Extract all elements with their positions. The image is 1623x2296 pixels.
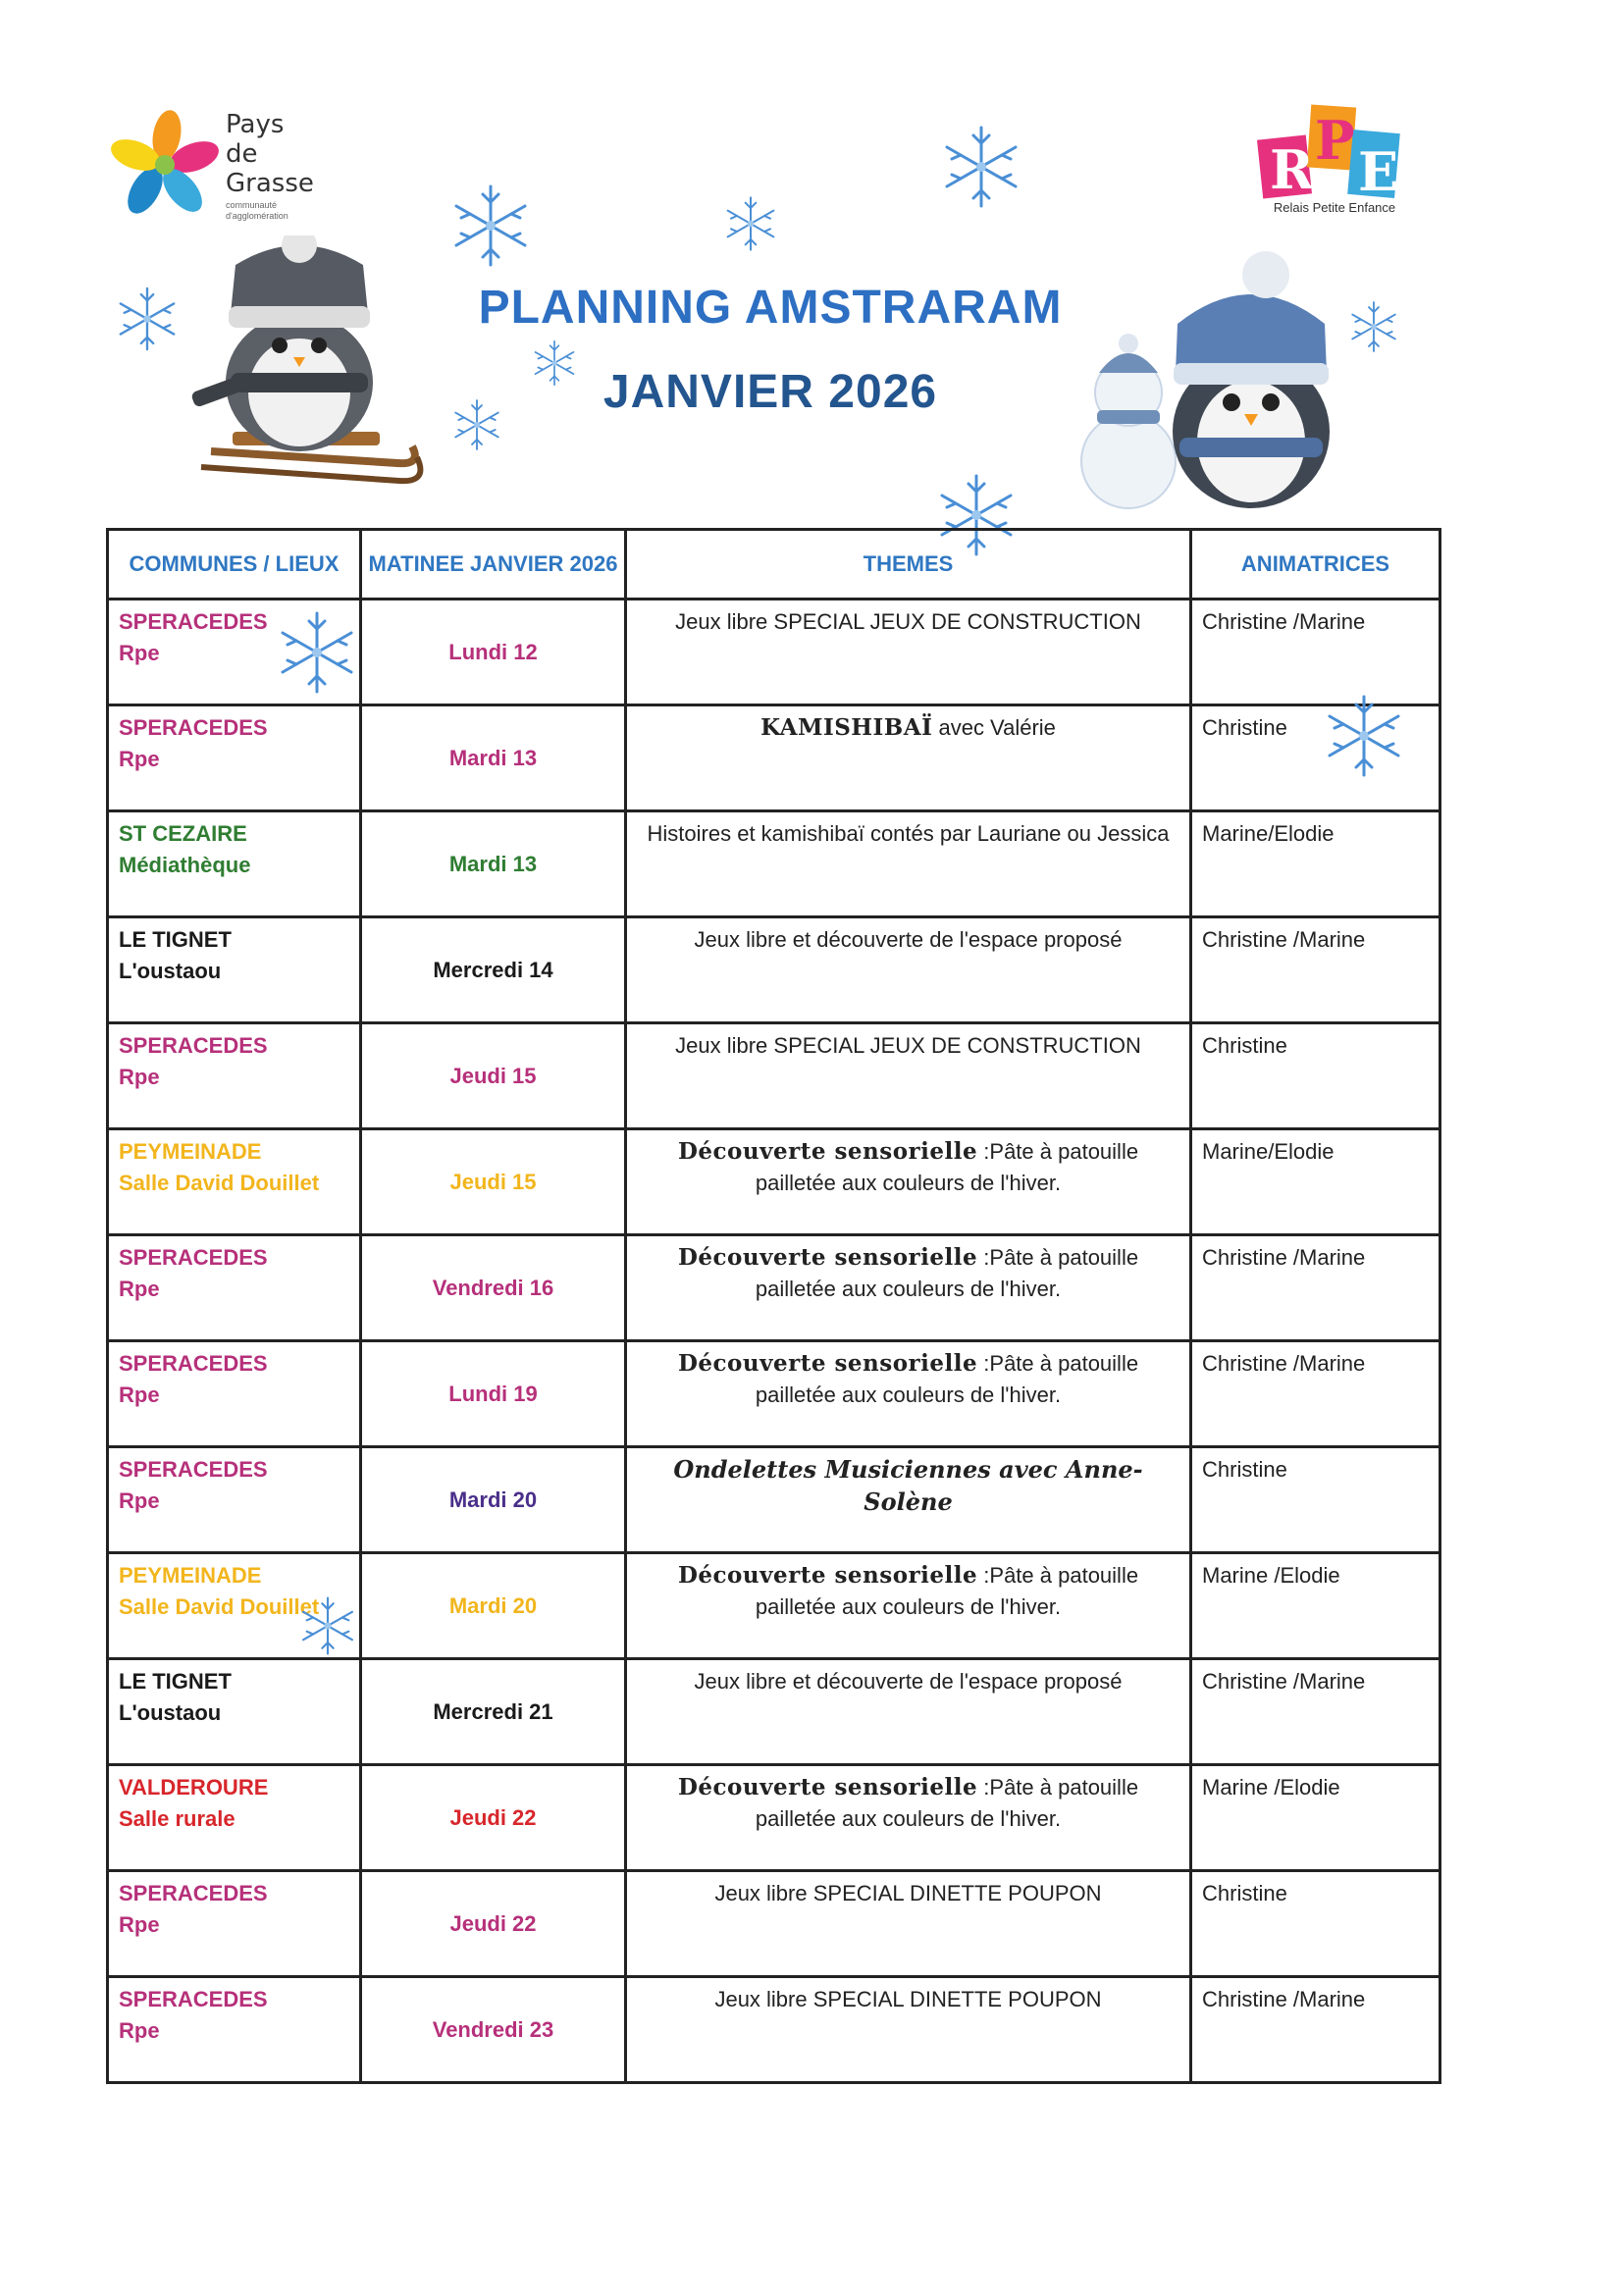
commune-lieu: Rpe <box>119 1277 160 1301</box>
commune-lieu: Rpe <box>119 1065 160 1089</box>
animatrices-name: Christine <box>1202 1457 1287 1482</box>
table-row <box>108 811 1440 917</box>
commune-lieu: Salle David Douillet <box>119 1171 320 1195</box>
commune-name: LE TIGNET <box>119 1669 232 1694</box>
logo-name: Pays de Grasse <box>226 110 314 198</box>
animatrices-cell <box>1191 1871 1440 1977</box>
theme-text: :Pâte à patouille pailletée aux couleurs de l'hiver. <box>755 1775 1139 1831</box>
theme-cell <box>626 1447 1191 1553</box>
animatrices-name: Christine /Marine <box>1202 1987 1366 2011</box>
pays-de-grasse-logo <box>110 106 355 234</box>
animatrices-name: Christine /Marine <box>1202 1245 1366 1270</box>
theme-text: Jeux libre et découverte de l'espace proposé <box>694 1669 1123 1694</box>
animatrices-cell <box>1191 1235 1440 1341</box>
theme-cell <box>626 1235 1191 1341</box>
commune-cell <box>108 1341 361 1447</box>
flower-logo-icon <box>110 106 220 224</box>
date-cell <box>361 811 626 917</box>
animatrices-cell <box>1191 1553 1440 1659</box>
date-label: Jeudi 22 <box>449 1910 537 1936</box>
date-cell <box>361 1023 626 1129</box>
animatrices-name: Marine/Elodie <box>1202 821 1335 846</box>
animatrices-cell <box>1191 811 1440 917</box>
commune-cell <box>108 811 361 917</box>
commune-name: SPERACEDES <box>119 715 268 740</box>
theme-highlight: KAMISHIBAÏ <box>760 714 933 741</box>
snowflake-icon <box>113 285 182 353</box>
date-label: Jeudi 15 <box>449 1063 537 1088</box>
rpe-letter-p: P <box>1315 109 1355 172</box>
theme-text: :Pâte à patouille pailletée aux couleurs de l'hiver. <box>755 1245 1139 1301</box>
commune-name: SPERACEDES <box>119 1457 268 1482</box>
commune-name: ST CEZAIRE <box>119 821 247 846</box>
commune-lieu: L'oustaou <box>119 959 222 983</box>
commune-name: SPERACEDES <box>119 1033 268 1058</box>
commune-name: PEYMEINADE <box>119 1139 262 1164</box>
commune-name: SPERACEDES <box>119 1987 268 2011</box>
date-label: Mercredi 14 <box>433 957 553 982</box>
theme-cell <box>626 811 1191 917</box>
table-row <box>108 1341 1440 1447</box>
snowflake-icon <box>721 194 780 253</box>
animatrices-cell <box>1191 1023 1440 1129</box>
snowflake-icon <box>1346 299 1401 354</box>
rpe-subtitle: Relais Petite Enfance <box>1273 200 1396 215</box>
commune-lieu: Rpe <box>119 641 160 665</box>
table-row <box>108 1235 1440 1341</box>
date-cell <box>361 917 626 1023</box>
commune-lieu: Salle David Douillet <box>119 1594 320 1619</box>
theme-cell <box>626 1341 1191 1447</box>
theme-text: Jeux libre SPECIAL JEUX DE CONSTRUCTION <box>675 1033 1141 1058</box>
date-cell <box>361 1871 626 1977</box>
table-row <box>108 1447 1440 1553</box>
rpe-logo <box>1256 98 1413 226</box>
theme-highlight: Découverte sensorielle <box>677 1138 978 1165</box>
animatrices-cell <box>1191 1659 1440 1765</box>
animatrices-name: Marine/Elodie <box>1202 1139 1335 1164</box>
date-label: Lundi 19 <box>448 1381 538 1406</box>
date-cell <box>361 1341 626 1447</box>
date-label: Vendredi 16 <box>432 1275 554 1300</box>
animatrices-name: Marine /Elodie <box>1202 1563 1340 1588</box>
theme-text: Jeux libre SPECIAL DINETTE POUPON <box>714 1987 1102 2011</box>
animatrices-cell <box>1191 600 1440 705</box>
rpe-letter-r: R <box>1270 138 1314 201</box>
date-label: Jeudi 15 <box>449 1169 537 1194</box>
theme-text: avec Valérie <box>938 715 1056 740</box>
commune-name: SPERACEDES <box>119 609 268 634</box>
theme-text: :Pâte à patouille pailletée aux couleurs de l'hiver. <box>755 1351 1139 1407</box>
date-cell <box>361 1447 626 1553</box>
commune-lieu: Rpe <box>119 747 160 771</box>
commune-name: SPERACEDES <box>119 1245 268 1270</box>
commune-cell <box>108 1129 361 1235</box>
animatrices-cell <box>1191 1765 1440 1871</box>
planning-table <box>106 528 1441 2084</box>
theme-cell <box>626 1553 1191 1659</box>
header-themes: THEMES <box>626 530 1191 600</box>
date-cell <box>361 1765 626 1871</box>
commune-name: SPERACEDES <box>119 1351 268 1376</box>
logo-subtitle: communauté d'agglomération <box>226 200 288 221</box>
table-row <box>108 1659 1440 1765</box>
date-cell <box>361 1129 626 1235</box>
commune-cell <box>108 705 361 811</box>
date-label: Jeudi 22 <box>449 1804 537 1830</box>
commune-lieu: Rpe <box>119 2018 160 2043</box>
theme-text: Jeux libre et découverte de l'espace proposé <box>694 927 1123 952</box>
header-communes: COMMUNES / LIEUX <box>108 530 361 600</box>
theme-cell <box>626 705 1191 811</box>
theme-text: :Pâte à patouille pailletée aux couleurs de l'hiver. <box>755 1563 1139 1619</box>
commune-cell <box>108 1977 361 2083</box>
theme-highlight: Découverte sensorielle <box>677 1244 978 1271</box>
commune-lieu: Médiathèque <box>119 853 251 877</box>
animatrices-name: Christine <box>1202 1033 1287 1058</box>
theme-highlight: Ondelettes Musiciennes avec Anne-Solène <box>673 1455 1143 1516</box>
snowflake-icon <box>296 1594 359 1657</box>
date-label: Mardi 20 <box>448 1592 538 1618</box>
snowflake-icon <box>273 608 361 697</box>
commune-name: VALDEROURE <box>119 1775 269 1800</box>
commune-lieu: Salle rurale <box>119 1806 236 1831</box>
rpe-letter-e: E <box>1358 140 1399 203</box>
animatrices-cell <box>1191 1129 1440 1235</box>
table-row <box>108 1977 1440 2083</box>
commune-cell <box>108 1235 361 1341</box>
animatrices-cell <box>1191 1447 1440 1553</box>
table-header-row <box>108 530 1440 600</box>
commune-cell <box>108 1765 361 1871</box>
table-row <box>108 1023 1440 1129</box>
animatrices-name: Christine /Marine <box>1202 609 1366 634</box>
commune-name: SPERACEDES <box>119 1881 268 1905</box>
theme-cell <box>626 1977 1191 2083</box>
table-row <box>108 1765 1440 1871</box>
page-subtitle: JANVIER 2026 <box>602 366 938 418</box>
commune-lieu: L'oustaou <box>119 1700 222 1725</box>
theme-cell <box>626 1659 1191 1765</box>
snowflake-icon <box>530 339 579 388</box>
table-row <box>108 917 1440 1023</box>
date-label: Lundi 12 <box>448 639 538 664</box>
theme-highlight: Découverte sensorielle <box>677 1350 978 1377</box>
date-cell <box>361 600 626 705</box>
header-matinee: MATINEE JANVIER 2026 <box>361 530 626 600</box>
snowflake-icon <box>937 123 1025 211</box>
date-label: Mardi 13 <box>448 745 538 770</box>
animatrices-name: Christine /Marine <box>1202 927 1366 952</box>
date-label: Mardi 20 <box>448 1487 538 1512</box>
snowflake-icon <box>449 397 504 452</box>
header-animatrices: ANIMATRICES <box>1191 530 1440 600</box>
snowflake-icon <box>446 182 535 270</box>
commune-name: PEYMEINADE <box>119 1563 262 1588</box>
theme-highlight: Découverte sensorielle <box>677 1562 978 1589</box>
commune-cell <box>108 1871 361 1977</box>
date-cell <box>361 1659 626 1765</box>
animatrices-name: Marine /Elodie <box>1202 1775 1340 1800</box>
animatrices-cell <box>1191 1341 1440 1447</box>
commune-lieu: Rpe <box>119 1488 160 1513</box>
animatrices-name: Christine /Marine <box>1202 1669 1366 1694</box>
commune-lieu: Rpe <box>119 1912 160 1937</box>
theme-cell <box>626 600 1191 705</box>
commune-cell <box>108 1023 361 1129</box>
snowflake-icon <box>1320 692 1408 780</box>
date-cell <box>361 1235 626 1341</box>
date-cell <box>361 705 626 811</box>
table-row <box>108 705 1440 811</box>
theme-cell <box>626 1023 1191 1129</box>
date-label: Mercredi 21 <box>433 1698 553 1724</box>
commune-lieu: Rpe <box>119 1383 160 1407</box>
theme-cell <box>626 1871 1191 1977</box>
commune-cell <box>108 1447 361 1553</box>
date-cell <box>361 1553 626 1659</box>
theme-cell <box>626 917 1191 1023</box>
animatrices-name: Christine /Marine <box>1202 1351 1366 1376</box>
theme-text: :Pâte à patouille pailletée aux couleurs de l'hiver. <box>755 1139 1139 1195</box>
page-title: PLANNING AMSTRARAM <box>478 282 1063 334</box>
date-label: Vendredi 23 <box>432 2016 554 2042</box>
theme-cell <box>626 1129 1191 1235</box>
animatrices-name: Christine <box>1202 715 1287 740</box>
theme-text: Jeux libre SPECIAL DINETTE POUPON <box>714 1881 1102 1905</box>
theme-text: Histoires et kamishibaï contés par Lauriane ou Jessica <box>647 821 1170 846</box>
commune-cell <box>108 1659 361 1765</box>
theme-highlight: Découverte sensorielle <box>677 1774 978 1800</box>
animatrices-cell <box>1191 917 1440 1023</box>
table-row <box>108 1871 1440 1977</box>
rpe-letters-icon <box>1256 98 1403 206</box>
animatrices-name: Christine <box>1202 1881 1287 1905</box>
date-label: Mardi 13 <box>448 851 538 876</box>
animatrices-cell <box>1191 1977 1440 2083</box>
theme-cell <box>626 1765 1191 1871</box>
theme-text: Jeux libre SPECIAL JEUX DE CONSTRUCTION <box>675 609 1141 634</box>
date-cell <box>361 1977 626 2083</box>
commune-cell <box>108 917 361 1023</box>
commune-name: LE TIGNET <box>119 927 232 952</box>
table-row <box>108 1129 1440 1235</box>
